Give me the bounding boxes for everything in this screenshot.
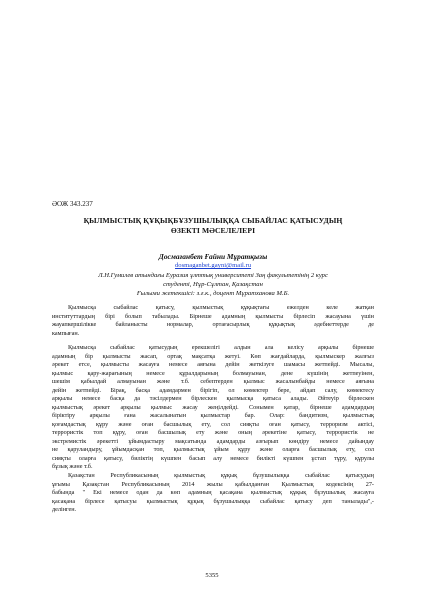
paragraph-line: жауапкершілікке байланысты нормалар, ортағасырлық құқықтық әдебиеттерде де	[52, 321, 374, 328]
paragraph-line: сияқты оларға қатысу, биліктің күшпен басып алу немесе билікті күшпен ұстап тұру, құрулы	[52, 454, 374, 462]
paragraph-line: арқылы немесе басқа да тәсілдермен бірлескен қылмысқа қатыса алады. Әйтеуір бірлескен	[52, 395, 374, 402]
page-number: 5355	[205, 572, 219, 579]
paragraph-line: террористік топ құру, оған басшылық ету және оның әрекетіне қатысу, террористік не	[52, 429, 374, 436]
author-location: студенті, Нұр-Сұлтан, Қазақстан	[163, 281, 263, 288]
paragraph-line: Қылмысқа сыбайлас қатысудың ерекшелігі алдын ала келісу арқылы бірнеше	[68, 344, 374, 351]
author-name: Досмағанбет Ғайни Мұратқызы	[158, 252, 268, 261]
paragraph-line: қылмыстық әрекет арқылы қылмыс жасау жеңілдейді. Сонымен қатар, бірнеше адамдардың	[52, 403, 374, 411]
paragraph-line: біріктіру арқылы ғана жасалынатын қылмыстар бар. Олар: бандитизм, қылмыстық	[52, 412, 374, 419]
author-email-link[interactable]: dosmaganbet.gayni@mail.ru	[174, 262, 252, 269]
paragraph-line: адамның бір қылмысты жасап, ортақ мақсатқа жетуі. Көп жағдайларда, қылмыскер жалғыз	[52, 352, 374, 360]
paragraph-line: қасақана бірлесе қатысуы қылмыстық құқық бұзушылыққа сыбайлас қатысу деп танылады",-	[52, 497, 374, 505]
paragraph-line: шешім қабылдай алмауынан және т.б. себептерден қылмыс жасалынбайды немесе аяғына	[52, 378, 374, 385]
udc-code: ӘОЖ 343.237	[52, 200, 93, 208]
author-affiliation: Л.Н.Гумилев атындағы Еуразия ұлттық университеті Заң факультетінің 2 курс	[98, 272, 328, 279]
paragraph-line: Қылмысқа сыбайлас қатысу, қылмыстық құқықтағы ежелден келе жатқан	[68, 304, 374, 311]
article-title-line-2: ӨЗЕКТІ МӘСЕЛЕЛЕРІ	[170, 226, 256, 235]
paragraph-line: экстремистік әрекетті ұйымдастыру мақсатында адамдарды азғырып көндіру немесе дайындау	[52, 437, 374, 445]
paragraph-line: ұғымы Қазақстан Республикасының 2014 жылы қабылданған Қылмыстық кодексінің 27-	[52, 480, 374, 488]
paragraph-line: дейін жетпейді. Бірақ, басқа адамдармен бірігіп, ол көмектер бере, айдап салу, көмектесу	[52, 386, 374, 394]
paragraph-line: институттардың бірі болып табылады. Бірнеше адамның қылмысты бірлесіп жасауына үшін	[52, 312, 374, 320]
article-title-line-1: ҚЫЛМЫСТЫҚ ҚҰҚЫҚБҰЗУШЫЛЫҚҚА СЫБАЙЛАС ҚАТЫСУДЫҢ	[83, 216, 343, 225]
paragraph-line: не қаруландыру, ұйымдасқан топ, қылмыстық ұйым құру және оларға басшылық ету, сол	[52, 446, 374, 453]
paragraph-line: делінген.	[52, 506, 77, 513]
paragraph-line: қылмыс қару-жарағының немесе құралдарының болмауынан, дене күшінің жетпеуінен,	[52, 369, 374, 377]
paragraph-line: қоғамдастық құру және оған басшылық ету, сол сияқты оған қатысу, терроризм актісі,	[52, 420, 374, 428]
paragraph-line: әрекет етсе, қылмысты жасауға немесе аяғына дейін жеткізуге шамасы жетпейді. Мысалы,	[52, 361, 374, 368]
paragraph-line: Қазақстан Республикасының қылмыстық құқық бұзушылыққа сыбайлас қатысудың	[68, 472, 374, 479]
paragraph-line: бұзық және т.б.	[52, 463, 93, 470]
paragraph-line: бабында " Екі немесе одан да көп адамның қасақана қылмыстық құқық бұзушылық жасауға	[52, 489, 374, 496]
author-supervisor: Ғылыми жетекшісі: з.ғ.к., доцент Мұратханова М.Б.	[136, 290, 290, 297]
paragraph-line: кампыған.	[52, 329, 80, 337]
